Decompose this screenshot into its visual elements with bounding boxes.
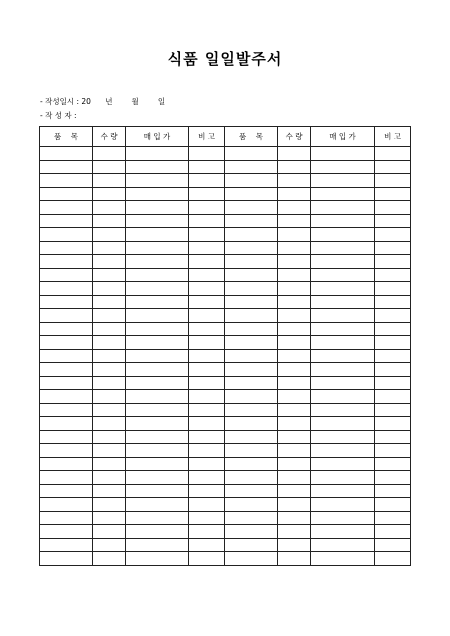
table-cell[interactable] — [278, 228, 311, 242]
table-cell[interactable] — [126, 349, 189, 363]
table-cell[interactable] — [93, 174, 126, 188]
table-cell[interactable] — [311, 309, 375, 323]
table-cell[interactable] — [311, 444, 375, 458]
table-cell[interactable] — [311, 147, 375, 161]
table-cell[interactable] — [278, 498, 311, 512]
table-cell[interactable] — [189, 471, 225, 485]
table-cell[interactable] — [225, 403, 278, 417]
table-row — [40, 552, 411, 566]
table-cell[interactable] — [126, 268, 189, 282]
table-cell[interactable] — [311, 349, 375, 363]
table-cell[interactable] — [311, 282, 375, 296]
table-row — [40, 201, 411, 215]
table-cell[interactable] — [40, 201, 93, 215]
table-cell[interactable] — [40, 471, 93, 485]
table-cell[interactable] — [311, 322, 375, 336]
table-row — [40, 174, 411, 188]
table-cell[interactable] — [278, 430, 311, 444]
table-row — [40, 147, 411, 161]
table-cell[interactable] — [40, 187, 93, 201]
table-cell[interactable] — [93, 201, 126, 215]
table-cell[interactable] — [375, 309, 411, 323]
table-cell[interactable] — [375, 241, 411, 255]
table-cell[interactable] — [375, 538, 411, 552]
table-cell[interactable] — [93, 282, 126, 296]
table-cell[interactable] — [278, 417, 311, 431]
table-cell[interactable] — [311, 363, 375, 377]
table-cell[interactable] — [93, 187, 126, 201]
table-cell[interactable] — [126, 525, 189, 539]
document-title: 식품 일일발주서 — [167, 50, 283, 68]
table-cell[interactable] — [225, 241, 278, 255]
table-cell[interactable] — [311, 417, 375, 431]
table-body — [40, 147, 411, 566]
table-cell[interactable] — [126, 174, 189, 188]
table-row — [40, 228, 411, 242]
table-cell[interactable] — [225, 538, 278, 552]
table-cell[interactable] — [375, 430, 411, 444]
table-cell[interactable] — [278, 295, 311, 309]
table-cell[interactable] — [375, 187, 411, 201]
table-cell[interactable] — [189, 403, 225, 417]
table-row — [40, 430, 411, 444]
table-cell[interactable] — [225, 430, 278, 444]
table-cell[interactable] — [126, 363, 189, 377]
table-row — [40, 363, 411, 377]
table-cell[interactable] — [126, 201, 189, 215]
table-cell[interactable] — [375, 349, 411, 363]
table-cell[interactable] — [189, 255, 225, 269]
table-cell[interactable] — [40, 552, 93, 566]
table-cell[interactable] — [278, 187, 311, 201]
table-cell[interactable] — [126, 390, 189, 404]
table-cell[interactable] — [126, 160, 189, 174]
table-cell[interactable] — [93, 376, 126, 390]
table-cell[interactable] — [375, 471, 411, 485]
table-cell[interactable] — [40, 336, 93, 350]
table-cell[interactable] — [126, 322, 189, 336]
table-cell[interactable] — [93, 268, 126, 282]
table-cell[interactable] — [126, 484, 189, 498]
table-row — [40, 417, 411, 431]
table-cell[interactable] — [278, 349, 311, 363]
table-cell[interactable] — [93, 322, 126, 336]
table-cell[interactable] — [40, 417, 93, 431]
header-purchase-price: 매 입 가 — [311, 127, 375, 147]
table-cell[interactable] — [278, 538, 311, 552]
table-cell[interactable] — [278, 376, 311, 390]
table-cell[interactable] — [225, 349, 278, 363]
table-cell[interactable] — [375, 228, 411, 242]
table-cell[interactable] — [93, 471, 126, 485]
table-cell[interactable] — [278, 322, 311, 336]
table-cell[interactable] — [225, 160, 278, 174]
table-cell[interactable] — [93, 255, 126, 269]
table-cell[interactable] — [311, 160, 375, 174]
table-cell[interactable] — [126, 403, 189, 417]
table-row — [40, 525, 411, 539]
table-cell[interactable] — [93, 228, 126, 242]
table-cell[interactable] — [278, 336, 311, 350]
table-cell[interactable] — [311, 471, 375, 485]
table-cell[interactable] — [93, 417, 126, 431]
table-cell[interactable] — [375, 268, 411, 282]
table-cell[interactable] — [225, 201, 278, 215]
table-cell[interactable] — [189, 241, 225, 255]
table-cell[interactable] — [126, 538, 189, 552]
table-cell[interactable] — [375, 498, 411, 512]
table-cell[interactable] — [375, 295, 411, 309]
table-cell[interactable] — [311, 336, 375, 350]
table-cell[interactable] — [278, 147, 311, 161]
table-cell[interactable] — [225, 268, 278, 282]
table-cell[interactable] — [278, 471, 311, 485]
table-row — [40, 538, 411, 552]
table-cell[interactable] — [225, 282, 278, 296]
table-cell[interactable] — [40, 363, 93, 377]
table-cell[interactable] — [375, 201, 411, 215]
table-row — [40, 376, 411, 390]
table-cell[interactable] — [40, 457, 93, 471]
table-cell[interactable] — [40, 228, 93, 242]
table-cell[interactable] — [375, 417, 411, 431]
table-cell[interactable] — [93, 363, 126, 377]
table-row — [40, 336, 411, 350]
table-cell[interactable] — [225, 498, 278, 512]
table-cell[interactable] — [189, 282, 225, 296]
table-cell[interactable] — [225, 444, 278, 458]
table-cell[interactable] — [40, 322, 93, 336]
table-row — [40, 309, 411, 323]
table-cell[interactable] — [225, 417, 278, 431]
table-cell[interactable] — [225, 174, 278, 188]
table-cell[interactable] — [225, 214, 278, 228]
table-cell[interactable] — [375, 552, 411, 566]
table-cell[interactable] — [278, 309, 311, 323]
table-cell[interactable] — [40, 268, 93, 282]
table-cell[interactable] — [225, 147, 278, 161]
table-cell[interactable] — [225, 471, 278, 485]
table-cell[interactable] — [311, 241, 375, 255]
table-cell[interactable] — [93, 511, 126, 525]
table-cell[interactable] — [311, 295, 375, 309]
table-row — [40, 444, 411, 458]
table-row — [40, 403, 411, 417]
table-cell[interactable] — [189, 147, 225, 161]
table-cell[interactable] — [375, 484, 411, 498]
table-cell[interactable] — [278, 552, 311, 566]
header-quantity: 수 량 — [278, 127, 311, 147]
table-cell[interactable] — [278, 444, 311, 458]
table-cell[interactable] — [189, 363, 225, 377]
table-cell[interactable] — [126, 498, 189, 512]
table-cell[interactable] — [93, 538, 126, 552]
table-cell[interactable] — [278, 403, 311, 417]
table-cell[interactable] — [40, 255, 93, 269]
table-cell[interactable] — [311, 268, 375, 282]
table-cell[interactable] — [375, 282, 411, 296]
table-cell[interactable] — [189, 174, 225, 188]
table-cell[interactable] — [278, 160, 311, 174]
table-cell[interactable] — [311, 498, 375, 512]
table-cell[interactable] — [40, 349, 93, 363]
table-row — [40, 349, 411, 363]
table-cell[interactable] — [40, 538, 93, 552]
table-cell[interactable] — [126, 309, 189, 323]
table-cell[interactable] — [93, 525, 126, 539]
table-cell[interactable] — [189, 457, 225, 471]
header-quantity: 수 량 — [93, 127, 126, 147]
table-row — [40, 322, 411, 336]
table-cell[interactable] — [189, 309, 225, 323]
table-cell[interactable] — [311, 214, 375, 228]
table-cell[interactable] — [225, 484, 278, 498]
table-cell[interactable] — [225, 187, 278, 201]
table-cell[interactable] — [40, 390, 93, 404]
table-cell[interactable] — [126, 430, 189, 444]
table-cell[interactable] — [189, 214, 225, 228]
table-cell[interactable] — [40, 525, 93, 539]
table-cell[interactable] — [93, 214, 126, 228]
table-row — [40, 511, 411, 525]
table-cell[interactable] — [189, 336, 225, 350]
table-cell[interactable] — [40, 295, 93, 309]
table-cell[interactable] — [189, 376, 225, 390]
table-cell[interactable] — [93, 309, 126, 323]
table-cell[interactable] — [93, 295, 126, 309]
table-row — [40, 471, 411, 485]
table-cell[interactable] — [225, 309, 278, 323]
order-table — [39, 126, 411, 566]
table-cell[interactable] — [278, 241, 311, 255]
table-cell[interactable] — [278, 511, 311, 525]
table-row — [40, 241, 411, 255]
table-cell[interactable] — [311, 228, 375, 242]
table-row — [40, 484, 411, 498]
table-cell[interactable] — [189, 322, 225, 336]
table-cell[interactable] — [126, 444, 189, 458]
table-cell[interactable] — [189, 525, 225, 539]
table-cell[interactable] — [126, 295, 189, 309]
table-cell[interactable] — [93, 403, 126, 417]
table-cell[interactable] — [278, 525, 311, 539]
table-cell[interactable] — [311, 390, 375, 404]
table-cell[interactable] — [189, 484, 225, 498]
header-item: 품 목 — [225, 127, 278, 147]
table-cell[interactable] — [189, 349, 225, 363]
table-cell[interactable] — [311, 255, 375, 269]
table-cell[interactable] — [189, 201, 225, 215]
table-cell[interactable] — [93, 552, 126, 566]
table-cell[interactable] — [189, 430, 225, 444]
table-cell[interactable] — [189, 538, 225, 552]
table-cell[interactable] — [189, 160, 225, 174]
table-cell[interactable] — [278, 484, 311, 498]
table-cell[interactable] — [375, 525, 411, 539]
table-cell[interactable] — [375, 174, 411, 188]
table-cell[interactable] — [311, 403, 375, 417]
table-cell[interactable] — [375, 336, 411, 350]
table-cell[interactable] — [311, 552, 375, 566]
table-cell[interactable] — [93, 390, 126, 404]
table-cell[interactable] — [189, 417, 225, 431]
table-cell[interactable] — [311, 511, 375, 525]
table-cell[interactable] — [375, 322, 411, 336]
table-cell[interactable] — [93, 498, 126, 512]
table-cell[interactable] — [278, 174, 311, 188]
table-cell[interactable] — [375, 390, 411, 404]
table-cell[interactable] — [225, 511, 278, 525]
table-cell[interactable] — [311, 201, 375, 215]
table-cell[interactable] — [126, 214, 189, 228]
table-cell[interactable] — [93, 160, 126, 174]
table-cell[interactable] — [40, 484, 93, 498]
table-cell[interactable] — [40, 430, 93, 444]
table-cell[interactable] — [126, 255, 189, 269]
table-cell[interactable] — [278, 255, 311, 269]
table-row — [40, 160, 411, 174]
table-cell[interactable] — [375, 160, 411, 174]
header-purchase-price: 매 입 가 — [126, 127, 189, 147]
table-cell[interactable] — [225, 336, 278, 350]
table-cell[interactable] — [225, 376, 278, 390]
table-cell[interactable] — [93, 444, 126, 458]
table-cell[interactable] — [311, 187, 375, 201]
table-cell[interactable] — [93, 147, 126, 161]
table-cell[interactable] — [40, 511, 93, 525]
table-cell[interactable] — [278, 214, 311, 228]
table-cell[interactable] — [375, 147, 411, 161]
header-remarks: 비 고 — [375, 127, 411, 147]
table-cell[interactable] — [126, 336, 189, 350]
table-cell[interactable] — [311, 484, 375, 498]
table-row — [40, 295, 411, 309]
table-cell[interactable] — [278, 390, 311, 404]
table-cell[interactable] — [225, 457, 278, 471]
table-row — [40, 390, 411, 404]
table-cell[interactable] — [375, 511, 411, 525]
table-cell[interactable] — [278, 457, 311, 471]
table-cell[interactable] — [225, 525, 278, 539]
table-cell[interactable] — [126, 228, 189, 242]
table-row — [40, 498, 411, 512]
table-cell[interactable] — [126, 511, 189, 525]
table-cell[interactable] — [40, 309, 93, 323]
table-row — [40, 268, 411, 282]
table-cell[interactable] — [189, 444, 225, 458]
header-row — [40, 127, 411, 147]
table-cell[interactable] — [40, 282, 93, 296]
table-cell[interactable] — [93, 430, 126, 444]
table-cell[interactable] — [311, 174, 375, 188]
table-cell[interactable] — [93, 457, 126, 471]
table-cell[interactable] — [311, 376, 375, 390]
table-cell[interactable] — [375, 214, 411, 228]
table-cell[interactable] — [189, 390, 225, 404]
table-cell[interactable] — [40, 498, 93, 512]
table-cell[interactable] — [40, 376, 93, 390]
table-cell[interactable] — [278, 282, 311, 296]
table-cell[interactable] — [93, 336, 126, 350]
table-cell[interactable] — [278, 268, 311, 282]
table-cell[interactable] — [93, 241, 126, 255]
table-row — [40, 457, 411, 471]
table-cell[interactable] — [126, 187, 189, 201]
table-cell[interactable] — [311, 430, 375, 444]
table-cell[interactable] — [126, 282, 189, 296]
table-cell[interactable] — [93, 484, 126, 498]
table-cell[interactable] — [189, 511, 225, 525]
table-cell[interactable] — [40, 444, 93, 458]
table-cell[interactable] — [225, 390, 278, 404]
table-cell[interactable] — [375, 363, 411, 377]
table-cell[interactable] — [93, 349, 126, 363]
table-cell[interactable] — [375, 403, 411, 417]
table-cell[interactable] — [40, 214, 93, 228]
header-item: 품 목 — [40, 127, 93, 147]
table-cell[interactable] — [225, 228, 278, 242]
table-cell[interactable] — [126, 147, 189, 161]
table-cell[interactable] — [225, 363, 278, 377]
table-cell[interactable] — [225, 552, 278, 566]
table-cell[interactable] — [225, 295, 278, 309]
header-remarks: 비 고 — [189, 127, 225, 147]
table-cell[interactable] — [189, 228, 225, 242]
author-line: - 작 성 자 : — [40, 111, 77, 120]
table-cell[interactable] — [40, 241, 93, 255]
table-cell[interactable] — [40, 403, 93, 417]
date-line: - 작성일시 : 20 년 월 일 — [40, 97, 166, 106]
table-cell[interactable] — [311, 538, 375, 552]
table-cell[interactable] — [375, 255, 411, 269]
table-cell[interactable] — [40, 174, 93, 188]
table-cell[interactable] — [126, 471, 189, 485]
table-row — [40, 214, 411, 228]
table-cell[interactable] — [126, 457, 189, 471]
table-cell[interactable] — [278, 363, 311, 377]
table-cell[interactable] — [126, 376, 189, 390]
table-cell[interactable] — [375, 376, 411, 390]
table-row — [40, 255, 411, 269]
table-cell[interactable] — [375, 444, 411, 458]
table-cell[interactable] — [126, 417, 189, 431]
table-cell[interactable] — [278, 201, 311, 215]
table-cell[interactable] — [189, 187, 225, 201]
table-cell[interactable] — [40, 160, 93, 174]
table-cell[interactable] — [40, 147, 93, 161]
table-row — [40, 282, 411, 296]
table-cell[interactable] — [126, 552, 189, 566]
table-cell[interactable] — [189, 295, 225, 309]
table-cell[interactable] — [375, 457, 411, 471]
table-cell[interactable] — [225, 255, 278, 269]
table-cell[interactable] — [189, 268, 225, 282]
table-cell[interactable] — [311, 457, 375, 471]
table-cell[interactable] — [126, 241, 189, 255]
table-cell[interactable] — [225, 322, 278, 336]
table-cell[interactable] — [189, 498, 225, 512]
table-cell[interactable] — [189, 552, 225, 566]
table-cell[interactable] — [311, 525, 375, 539]
table-row — [40, 187, 411, 201]
